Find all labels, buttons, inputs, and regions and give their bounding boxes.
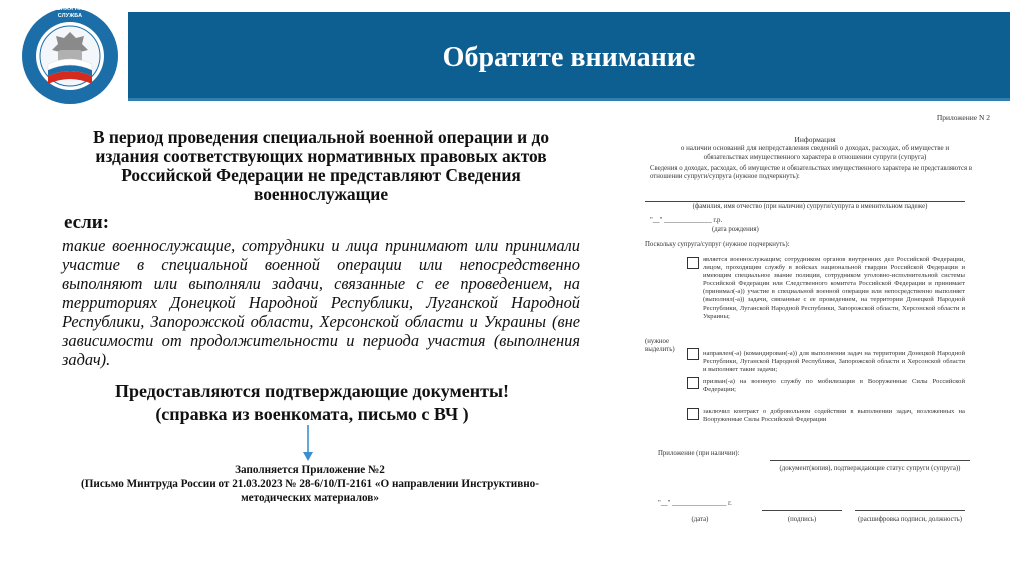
option-text-1: является военнослужащим; сотрудником органов внутренних дел Российской Федерации, лицом, проходящим службу в войсках национальной гвардии Российской Федерации и имеющим специальное звание полиции, сотрудником уголовно-исполнительной системы Российской Федерации или Следственного комитета Российской Федерации и принимает (принимал(-а)) участие в специальной военной операции или непосредственно выполняет (выполнял(-а)) задачи, связанные с ее проведением, на территории Донецкой Народной Республики, Луганской Народной Республики, Запорожской области, Херсонской области и Украины; bbox=[703, 256, 965, 320]
logo-text: ФЕДЕРАЛЬНАЯ НАЛОГОВАЯ СЛУЖБА bbox=[28, 6, 112, 19]
form-info-text: Сведения о доходах, расходах, об имуществе и обязательствах имущественного характера не представляются в отношении супруги/супруга (нужное подчеркнуть): bbox=[650, 165, 973, 181]
left-column bbox=[62, 128, 580, 369]
signature-line bbox=[762, 510, 842, 511]
option-text-3: призван(-а) на военную службу по мобилизации в Вооруженные Силы Российской Федерации; bbox=[703, 378, 965, 394]
date-caption: (дата) bbox=[691, 516, 709, 523]
down-arrow-icon bbox=[303, 425, 313, 461]
provided-line-1: Предоставляются подтверждающие документы! bbox=[114, 381, 510, 401]
signature-caption: (подпись) bbox=[787, 516, 817, 523]
option-checkbox-3[interactable] bbox=[687, 377, 699, 389]
attachment-label: Приложение (при наличии): bbox=[658, 450, 740, 457]
fill-line-2: (Письмо Минтруда России от 21.03.2023 № 28-6/10/П-2161 «О направлении Инструктивно-методических материалов» bbox=[80, 478, 540, 504]
because-text: Поскольку супруга/супруг (нужное подчеркнуть): bbox=[645, 241, 790, 248]
fns-logo bbox=[20, 6, 120, 106]
decode-line bbox=[855, 510, 965, 511]
needed-note: (нужное выделить) bbox=[645, 338, 675, 354]
decode-caption: (расшифровка подписи, должность) bbox=[858, 516, 962, 523]
page-title: Обратите внимание bbox=[442, 42, 696, 73]
attachment-line bbox=[770, 460, 970, 461]
option-text-2: направлен(-а) (командирован(-а)) для выполнения задач на территории Донецкой Народной Республики, Луганской Народной Республики, Запорожской области и Херсонской области и выполняет такие задачи; bbox=[703, 350, 965, 374]
form-subtitle: о наличии оснований для непредставления сведений о доходах, расходах, об имуществе и обязательствах имущественного характера в отношении супруги (супруга) bbox=[680, 144, 950, 161]
option-checkbox-1[interactable] bbox=[687, 257, 699, 269]
option-checkbox-2[interactable] bbox=[687, 348, 699, 360]
option-checkbox-4[interactable] bbox=[687, 408, 699, 420]
form-header bbox=[640, 136, 990, 161]
form-title: Информация bbox=[794, 135, 836, 144]
if-label: если: bbox=[64, 212, 110, 233]
fill-line-1: Заполняется Приложение №2 bbox=[235, 464, 385, 476]
fill-instruction bbox=[70, 463, 550, 505]
option-text-4: заключил контракт о добровольном содействии в выполнении задач, возложенных на Вооруженные Силы Российской Федерации bbox=[703, 408, 965, 424]
form-appendix: Приложение N 2 bbox=[936, 113, 990, 122]
condition-text: такие военнослужащие, сотрудники и лица принимают или принимали участие в специальной военной операции или непосредственно выполняют или выполняли задачи, связанные с ее проведением, на территориях Донецкой Народной Республики, Луганской Народной Республики, Запорожской области, Херсонской области и Украины (вне зависимости от продолжительности и периода участия (выполнения задач). bbox=[62, 236, 580, 369]
appendix-form bbox=[640, 110, 990, 540]
sign-date: "__" ________________ г. bbox=[658, 500, 732, 507]
provided-line-2: (справка из военкомата, письмо с ВЧ ) bbox=[155, 404, 469, 424]
docs-caption: (документ(копия), подтверждающие статус супруги (супруга)) bbox=[779, 465, 961, 472]
provided-notice bbox=[62, 380, 562, 426]
name-caption: (фамилия, имя отчество (при наличии) супруги/супруга в именительном падеже) bbox=[692, 203, 928, 210]
birth-caption: (дата рождения) bbox=[712, 226, 759, 233]
name-line bbox=[645, 201, 965, 202]
lead-statement: В период проведения специальной военной операции и до издания соответствующих нормативных правовых актов Российской Федерации не представляют Сведения военнослужащие bbox=[92, 127, 550, 204]
title-banner bbox=[128, 12, 1010, 101]
birth-date-line: "__" ______________ г.р. bbox=[650, 217, 723, 224]
